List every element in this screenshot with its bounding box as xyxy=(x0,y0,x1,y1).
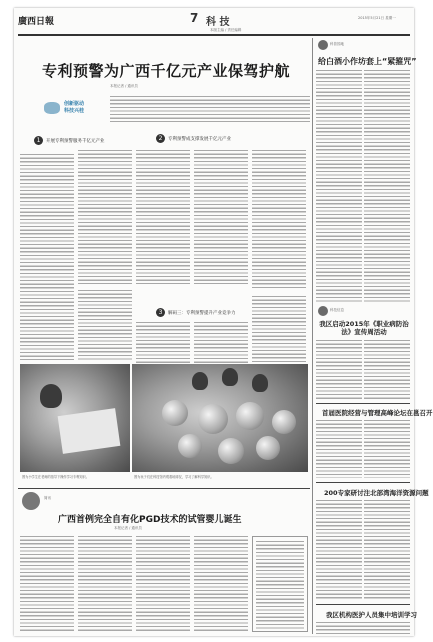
map-icon xyxy=(44,102,60,114)
bottom-rule xyxy=(18,488,310,489)
newspaper-logo: 廣西日報 xyxy=(18,17,55,27)
globe xyxy=(198,404,228,434)
lead-column-2b xyxy=(78,290,132,360)
sidebar-section-icon xyxy=(318,40,328,50)
sidebar-story3-column1 xyxy=(316,420,362,478)
photo-classroom xyxy=(20,364,130,472)
bottom-column-3 xyxy=(136,536,190,632)
bottom-headline: 广西首例完全自有化PGD技术的试管婴儿诞生 xyxy=(58,515,242,525)
sidebar-info-icon xyxy=(318,306,328,316)
sidebar-story2-column1 xyxy=(316,340,362,400)
globe xyxy=(178,434,202,458)
student-figure xyxy=(40,384,62,408)
globe xyxy=(162,400,188,426)
bottom-column-2 xyxy=(78,536,132,632)
bottom-byline: 本报记者 / 通讯员 xyxy=(114,526,142,530)
meta-line: 本版主编 / 责任编辑 xyxy=(210,28,242,32)
subhead-2: 专利预警成支撑发展千亿元产业 xyxy=(168,137,231,142)
page-number: 7 xyxy=(190,11,199,25)
sidebar-story5-title: 我区机构医护人员集中培训学习 xyxy=(326,611,417,619)
sidebar-section-label: 科普园地 xyxy=(330,42,344,46)
sidebar-story1-column2 xyxy=(364,70,410,302)
lead-column-5 xyxy=(252,150,306,290)
subhead-3-number: 3 xyxy=(156,308,165,317)
photo-caption-left: 图为小学生在老师的指导下操作学习专利知识。 xyxy=(22,475,89,479)
bottom-column-1 xyxy=(20,536,74,632)
child-figure xyxy=(252,374,268,392)
sidebar-story2-column2 xyxy=(364,340,410,400)
section-title: 科 技 xyxy=(206,17,230,28)
globe xyxy=(236,402,264,430)
lead-column-1 xyxy=(20,154,74,360)
sidebar-section-label-2: 科技信息 xyxy=(330,308,344,312)
sidebar-rule xyxy=(316,482,410,483)
sidebar-story4-title: 200专家研讨注北部湾海洋资源问题 xyxy=(324,489,429,497)
lead-column-2 xyxy=(78,150,132,284)
photo-globes xyxy=(132,364,308,472)
child-figure xyxy=(222,368,238,386)
sidebar-rule xyxy=(316,604,410,605)
lead-headline: 专利预警为广西千亿元产业保驾护航 xyxy=(42,62,291,80)
lead-column-3 xyxy=(136,150,190,284)
badge-line-1: 创新驱动 xyxy=(64,101,85,107)
bottom-boxed-brief xyxy=(252,536,308,632)
sidebar-story5-text xyxy=(316,622,410,634)
badge-line-2: 科技兴桂 xyxy=(64,108,85,114)
lead-byline: 本报记者 / 通讯员 xyxy=(110,84,138,88)
lead-column-4 xyxy=(194,150,248,284)
subhead-2-number: 2 xyxy=(156,134,165,143)
masthead-rule xyxy=(18,34,410,36)
sidebar-story3-column2 xyxy=(364,420,410,478)
globe xyxy=(218,438,244,464)
date-line: 2015年5月21日 星期一 xyxy=(358,16,396,20)
subhead-3: 解码三：专利预警提升产业竞争力 xyxy=(168,311,236,316)
brief-text xyxy=(256,541,304,629)
lead-intro xyxy=(110,96,310,122)
globe xyxy=(272,410,296,434)
sidebar-story1-column1 xyxy=(316,70,362,302)
science-icon xyxy=(22,492,40,510)
paper-document xyxy=(58,408,121,454)
subhead-1-number: 1 xyxy=(34,136,43,145)
child-figure xyxy=(192,372,208,390)
column-divider xyxy=(312,38,313,634)
bottom-column-4 xyxy=(194,536,248,632)
sidebar-story3-title: 首届医院经营与管理高峰论坛在邕召开 xyxy=(322,409,433,417)
newspaper-page xyxy=(14,8,433,636)
photo-caption-right: 图为孩子们在科技馆内观看地球仪，学习了解科学知识。 xyxy=(134,475,214,479)
sidebar-story4-column1 xyxy=(316,500,362,600)
bottom-label: 简讯 xyxy=(44,496,51,500)
sidebar-story4-column2 xyxy=(364,500,410,600)
sidebar-story1-title: 给白酒小作坊套上“紧箍咒” xyxy=(318,57,417,66)
subhead-1: 开展专利预警服务千亿元产业 xyxy=(46,139,105,144)
innovation-badge xyxy=(44,98,104,120)
sidebar-story2-title: 我区启动2015年《职业病防治法》宣传周活动 xyxy=(319,320,409,336)
sidebar-rule xyxy=(316,403,410,404)
globe xyxy=(256,436,280,460)
